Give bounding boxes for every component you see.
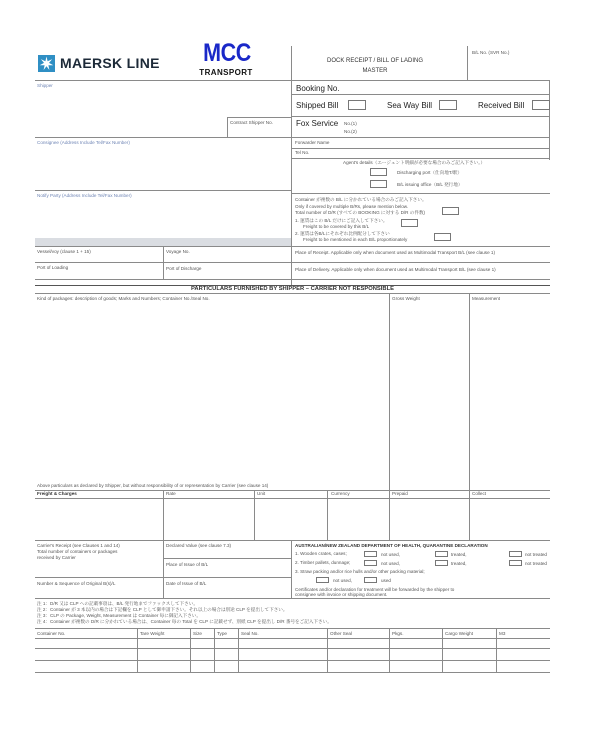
fox-service-label: Fox Service [296, 119, 339, 128]
straw-not-used-label: not used, [333, 578, 352, 583]
rule [35, 190, 291, 191]
clp-col-pkgs: Pkgs. [392, 631, 404, 636]
timber-not-treated-box[interactable] [509, 560, 522, 566]
clp-col-size: Size [193, 631, 202, 636]
received-bill-checkbox[interactable] [532, 100, 550, 110]
carrier-receipt-label-3: received by Carrier [37, 555, 76, 560]
rule [469, 293, 470, 490]
rule [389, 490, 390, 540]
clp-col-cargo-weight: Cargo Weight [445, 631, 474, 636]
port-of-discharge-label: Port of Discharge [166, 266, 202, 271]
document-subtitle: MASTER [362, 68, 388, 74]
contract-shipper-label: Contract Shipper No. [230, 120, 273, 125]
quarantine-heading: AUSTRALIAN/NEW ZEALAND DEPARTMENT OF HEALTH, QUARANTINE DECLARATION [295, 543, 488, 548]
rule [389, 293, 390, 490]
prepaid-label: Prepaid [392, 491, 408, 496]
rule [291, 148, 550, 149]
clp-col-other-seal: Other Seal [330, 631, 352, 636]
rule [327, 628, 328, 672]
discharging-port-box[interactable] [370, 168, 387, 176]
sea-way-bill-label: Sea Way Bill [387, 101, 433, 110]
note-3: 注 3：CLP の Package, Weight, Measurement は Container 毎に御記入下さい。 [37, 613, 201, 618]
number-sequence-label: Number & Sequence of Original B(s)/L [37, 581, 116, 586]
rule [35, 80, 550, 81]
clp-col-seal-no: Seal No. [241, 631, 259, 636]
note-2: 注 2：Container が 3 本以内の場合は下記欄を CLP として御申請下さい。それ以上の場合は別途 CLP を提出して下さい。 [37, 607, 288, 612]
rule [190, 628, 191, 672]
rule [442, 628, 443, 672]
rule [35, 137, 291, 138]
shipper-label: Shipper [37, 83, 53, 88]
received-bill-label: Received Bill [478, 101, 525, 110]
rule [389, 628, 390, 672]
fox-service-no2: No.(2) [344, 129, 357, 134]
note-1: 注 1：D/R 又は CLP への記載事項は、B/L 発行地までファックスして下さい。 [37, 601, 198, 606]
wooden-not-used-label: not used, [381, 552, 400, 557]
kind-of-packages-label: Kind of packages: description of goods; Marks and Numbers; Container No./Seal No. [37, 296, 210, 301]
place-of-issue-label: Place of Issue of B/L [166, 562, 209, 567]
rule [238, 628, 239, 672]
unit-label: Unit [257, 491, 266, 496]
rule [327, 490, 328, 540]
rule [35, 577, 291, 578]
rule [35, 540, 550, 541]
rule [291, 137, 550, 138]
agent-details-label: Agent's details（エージェント明細が必要な場合のみご記入下さい。） [343, 160, 486, 165]
rule [163, 490, 164, 540]
rule [496, 628, 497, 672]
mcc-transport-label: TRANSPORT [199, 68, 253, 77]
note-4: 注 4：Container が複数の D/R に分かれている場合は、Container 毎の Total を CLP に記載せず、別紙 CLP を提出し D/R 番号をご記入下さい。 [37, 619, 332, 624]
rule [35, 660, 550, 661]
wooden-not-treated-box[interactable] [509, 551, 522, 557]
bl-number-label: B/L No. (SVR No.) [472, 50, 510, 55]
freight-option1-en: Freight to be covered by this B/L [303, 224, 370, 229]
rule [163, 558, 291, 559]
issuing-office-box[interactable] [370, 180, 387, 188]
date-of-issue-label: Date of Issue of B/L [166, 581, 207, 586]
shaded-band [35, 238, 291, 246]
straw-used-box[interactable] [364, 577, 377, 583]
rule [291, 158, 550, 159]
freight-option1-jp: 1. 運賃はこの B/L だけにご記入して下さい。 [295, 218, 388, 223]
carrier-receipt-label-2: Total number of containers or packages [37, 549, 118, 554]
collect-label: Collect [472, 491, 487, 496]
place-of-receipt-label: Place of Receipt. Applicable only when document used as Multimodal Transport B/L (see clause 1) [295, 250, 496, 255]
timber-not-treated-label: not treated [525, 561, 547, 566]
port-of-loading-label: Port of Loading [37, 265, 69, 270]
rule [35, 246, 550, 247]
rule [163, 540, 164, 598]
rule [35, 498, 550, 499]
declared-value-label: Declared Value (see clause 7.3) [166, 543, 232, 548]
rule [291, 46, 292, 286]
particulars-heading: PARTICULARS FURNISHED BY SHIPPER – CARRIER NOT RESPONSIBLE [190, 286, 395, 292]
rate-label: Rate [166, 491, 176, 496]
declared-by-shipper-note: Above particulars as declared by Shipper, but without responsibility of or representation by Carrier (see clause 14) [37, 483, 269, 488]
wooden-crates-label: 1. Wooden crates, cases; [295, 551, 347, 556]
rule [35, 279, 550, 280]
rule [214, 628, 215, 672]
freight-option2-box[interactable] [434, 233, 451, 241]
measurement-label: Measurement [472, 296, 501, 301]
freight-option2-en: Freight to be mentioned in each B/L proportionately [303, 237, 408, 242]
discharging-port-label: Discharging port（仕向地T/駅） [397, 170, 463, 175]
rule [35, 293, 550, 294]
mcc-logo: MCC [203, 39, 251, 67]
timber-pallets-label: 2. Timber pallets, dunnage; [295, 560, 351, 565]
straw-packing-label: 3. Straw packing and/or rice hulls and/or other packing material; [295, 569, 425, 574]
vessel-voy-label: Vessel/voy (clause 1 + 15) [37, 249, 91, 254]
timber-treated-label: treated, [451, 561, 467, 566]
issuing-office-label: B/L issuing office（B/L 発行地） [397, 182, 463, 187]
sea-way-bill-checkbox[interactable] [439, 100, 457, 110]
certificates-note-1: Certificates and/or declaration for treatment will be forwarded by the shipper to [295, 587, 455, 592]
fox-service-no1: No.(1) [344, 121, 357, 126]
rule [227, 117, 228, 137]
rule [137, 628, 138, 672]
rule [163, 246, 164, 279]
rule [291, 94, 550, 95]
consignee-label: Consignee (Address Include Tel/Fax Number) [37, 140, 130, 145]
clp-col-tare-weight: Tare Weight [140, 631, 165, 636]
rule [35, 262, 550, 263]
tel-no-label: Tel No. [295, 150, 310, 155]
rule [467, 46, 468, 81]
clp-col-m3: M3 [499, 631, 506, 636]
straw-used-label: used [381, 578, 391, 583]
rule [291, 193, 550, 194]
notify-party-label: Notify Party (Address Include Tel/Fax Number) [37, 193, 132, 198]
container-note-line2: Only if covered by multiple B/Rs, please mention below. [295, 204, 409, 209]
rule [35, 628, 550, 629]
place-of-delivery-label: Place of Delivery. Applicable only when document used as Multimodal Transport B/L (see clause 1) [295, 267, 496, 272]
rule [291, 116, 550, 117]
clp-col-type: Type [217, 631, 227, 636]
timber-not-used-box[interactable] [364, 560, 377, 566]
timber-not-used-label: not used, [381, 561, 400, 566]
rule [35, 638, 550, 639]
document-title: DOCK RECEIPT / BILL OF LADING [326, 58, 424, 64]
container-note-line3: Total number of D/R (すべての BOOKING に対する D/R の件数) [295, 210, 426, 215]
wooden-treated-box[interactable] [435, 551, 448, 557]
wooden-not-treated-label: not treated [525, 552, 547, 557]
straw-not-used-box[interactable] [316, 577, 329, 583]
booking-no-label: Booking No. [296, 84, 340, 93]
wooden-treated-label: treated, [451, 552, 467, 557]
rule [469, 490, 470, 540]
gross-weight-label: Gross Weight [392, 296, 420, 301]
rule [254, 490, 255, 540]
currency-label: Currency [331, 491, 350, 496]
rule [35, 648, 550, 649]
freight-option2-jp: 2. 運賃は各B/Lにそれぞれ比例配分して下さい [295, 231, 390, 236]
container-note-line1: Container が複数の B/L に分かれている場合のみご記入下さい。 [295, 197, 427, 202]
total-dr-box[interactable] [442, 207, 459, 215]
shipped-bill-label: Shipped Bill [296, 101, 339, 110]
rule [291, 540, 292, 598]
freight-charges-label: Freight & Charges [37, 491, 77, 496]
shipped-bill-checkbox[interactable] [348, 100, 366, 110]
forwarder-name-label: Forwarder Name [295, 140, 330, 145]
voyage-no-label: Voyage No. [166, 249, 190, 254]
clp-col-container-no: Container No. [37, 631, 66, 636]
carrier-receipt-label: Carrier's Receipt (see Clauses 1 and 14) [37, 543, 120, 548]
freight-option1-box[interactable] [401, 219, 418, 227]
maersk-line-logo: MAERSK LINE [60, 55, 160, 71]
rule [35, 672, 550, 673]
certificates-note-2: consignee with invoice or shipping document. [295, 592, 388, 597]
rule [227, 117, 291, 118]
maersk-star-icon [38, 55, 55, 72]
rule [35, 598, 550, 599]
timber-treated-box[interactable] [435, 560, 448, 566]
wooden-not-used-box[interactable] [364, 551, 377, 557]
